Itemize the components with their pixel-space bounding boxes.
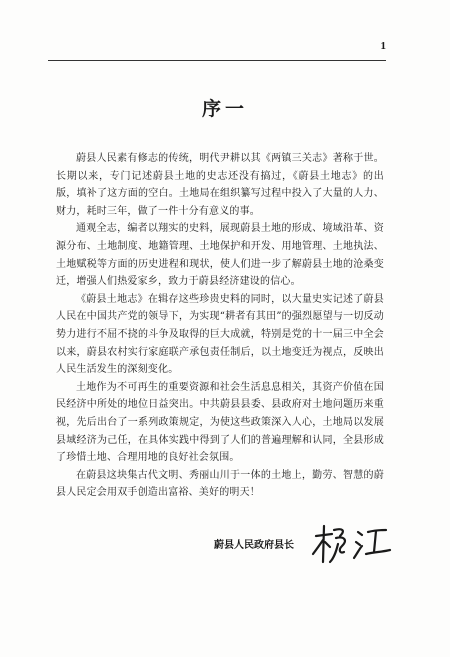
page-number: 1 [380, 40, 386, 52]
signature-title: 蔚县人民政府县长 [214, 540, 294, 551]
header-rule [48, 60, 386, 61]
paragraph: 《蔚县土地志》在辑存这些珍贵史料的同时，以大量史实记述了蔚县人民在中国共产党的领导下，为实现“耕者有其田”的强烈愿望与一切反动势力进行不屈不挠的斗争及取得的巨大成就，特别是党的十一届三中全会以来，蔚县农村实行家庭联产承包责任制后，以土地变迁为视点，反映出人民生活发生的深刻变化。 [56, 293, 384, 376]
page-title: 序一 [201, 98, 248, 120]
paragraph: 蔚县人民素有修志的传统，明代尹耕以其《两镇三关志》著称于世。长期以来，专门记述蔚县土地的史志还没有搞过，《蔚县土地志》的出版，填补了这方面的空白。土地局在组织纂写过程中投入了大量的人力、财力，耗时三年，做了一件十分有意义的事。 [56, 153, 384, 217]
signature-block [214, 528, 404, 568]
paragraph: 土地作为不可再生的重要资源和社会生活息息相关，其资产价值在国民经济中所处的地位日益突出。中共蔚县县委、县政府对土地问题历来重视，先后出台了一系列政策规定，为使这些政策深入人心，土地局以发展县域经济为己任，在具体实践中得到了人们的普遍理解和认同，全县形成了珍惜土地、合理用地的良好社会氛围。 [56, 381, 384, 464]
paragraph: 在蔚县这块集古代文明、秀丽山川于一体的土地上，勤劳、智慧的蔚县人民定会用双手创造出富裕、美好的明天！ [56, 469, 384, 499]
paragraph: 通观全志，编者以翔实的史料，展现蔚县土地的形成、境域沿革、资源分布、土地制度、地籍管理、土地保护和开发、用地管理、土地执法、土地赋税等方面的历史进程和现状，使人们进一步了解蔚县土地的沧桑变迁，增强人们热爱家乡，致力于蔚县经济建设的信心。 [56, 223, 384, 288]
handwritten-signature [310, 522, 392, 566]
preface-body [56, 150, 384, 502]
